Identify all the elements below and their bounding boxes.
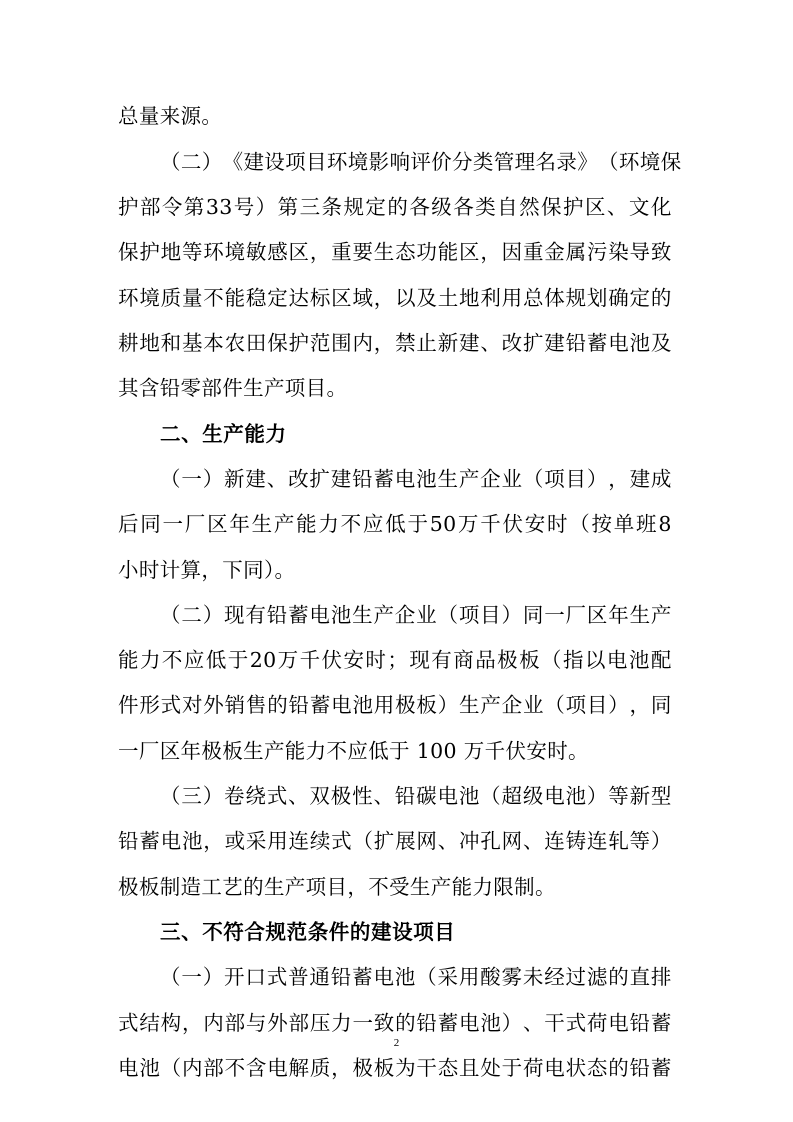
text-line: 电 池 （ 内 部 不 含 电 解 质 ， 极 板 为 干 态 且 处 于 荷 电 状 态 的 铅 蓄 [118, 1056, 672, 1080]
text-line: 总量来源。 [118, 104, 223, 128]
text-line: 式 结 构 ， 内 部 与 外 部 压 力 一 致 的 铅 蓄 电 池 ） 、 干 式 荷 电 铅 蓄 [118, 1011, 672, 1035]
text-line: 保 护 地 等 环 境 敏 感 区 ， 重 要 生 态 功 能 区 ， 因 重 金 属 污 染 导 致 [118, 240, 672, 264]
text-line: （ 一 ） 新 建 、 改 扩 建 铅 蓄 电 池 生 产 企 业 （ 项 目 ） ， 建 成 [160, 467, 672, 491]
text-line: 其含铅零部件生产项目。 [118, 376, 348, 400]
text-line: （ 二 ） 《 建 设 项 目 环 境 影 响 评 价 分 类 管 理 名 录 》 （ 环 境 保 [160, 150, 682, 174]
text-line: 后 同 一 厂 区 年 生 产 能 力 不 应 低 于 50 万 千 伏 安 时 （ 按 单 班 8 [118, 512, 672, 536]
text-line: 件 形 式 对 外 销 售 的 铅 蓄 电 池 用 极 板 ） 生 产 企 业 （ 项 目 ） ， 同 [118, 693, 672, 717]
text-line: 环 境 质 量 不 能 稳 定 达 标 区 域 ， 以 及 土 地 利 用 总 体 规 划 确 定 的 [118, 286, 672, 310]
section-heading: 三、不符合规范条件的建设项目 [160, 920, 456, 944]
text-line: 铅 蓄 电 池 ， 或 采 用 连 续 式 （ 扩 展 网 、 冲 孔 网 、 连 铸 连 轧 等 ） [118, 829, 672, 853]
section-heading: 二、生产能力 [160, 422, 287, 446]
text-line: 能 力 不 应 低 于 20 万 千 伏 安 时 ； 现 有 商 品 极 板 （ 指 以 电 池 配 [118, 648, 672, 672]
text-line: 一厂区年极板生产能力不应低于 100 万千伏安时。 [118, 739, 589, 763]
text-line: 耕 地 和 基 本 农 田 保 护 范 围 内 ， 禁 止 新 建 、 改 扩 建 铅 蓄 电 池 及 [118, 331, 672, 355]
text-line: （ 三 ） 卷 绕 式 、 双 极 性 、 铅 碳 电 池 （ 超 级 电 池 ） 等 新 型 [160, 784, 672, 808]
text-line: （ 一 ） 开 口 式 普 通 铅 蓄 电 池 （ 采 用 酸 雾 未 经 过 滤 的 直 排 [160, 965, 672, 989]
text-line: 小时计算，下同）。 [118, 558, 296, 582]
text-line: （ 二 ） 现 有 铅 蓄 电 池 生 产 企 业 （ 项 目 ） 同 一 厂 区 年 生 产 [160, 603, 672, 627]
text-line: 极板制造工艺的生产项目，不受生产能力限制。 [118, 875, 556, 899]
page-number: 2 [393, 1037, 400, 1049]
text-line: 护 部 令 第 33 号 ） 第 三 条 规 定 的 各 级 各 类 自 然 保 护 区 、 文 化 [118, 195, 672, 219]
